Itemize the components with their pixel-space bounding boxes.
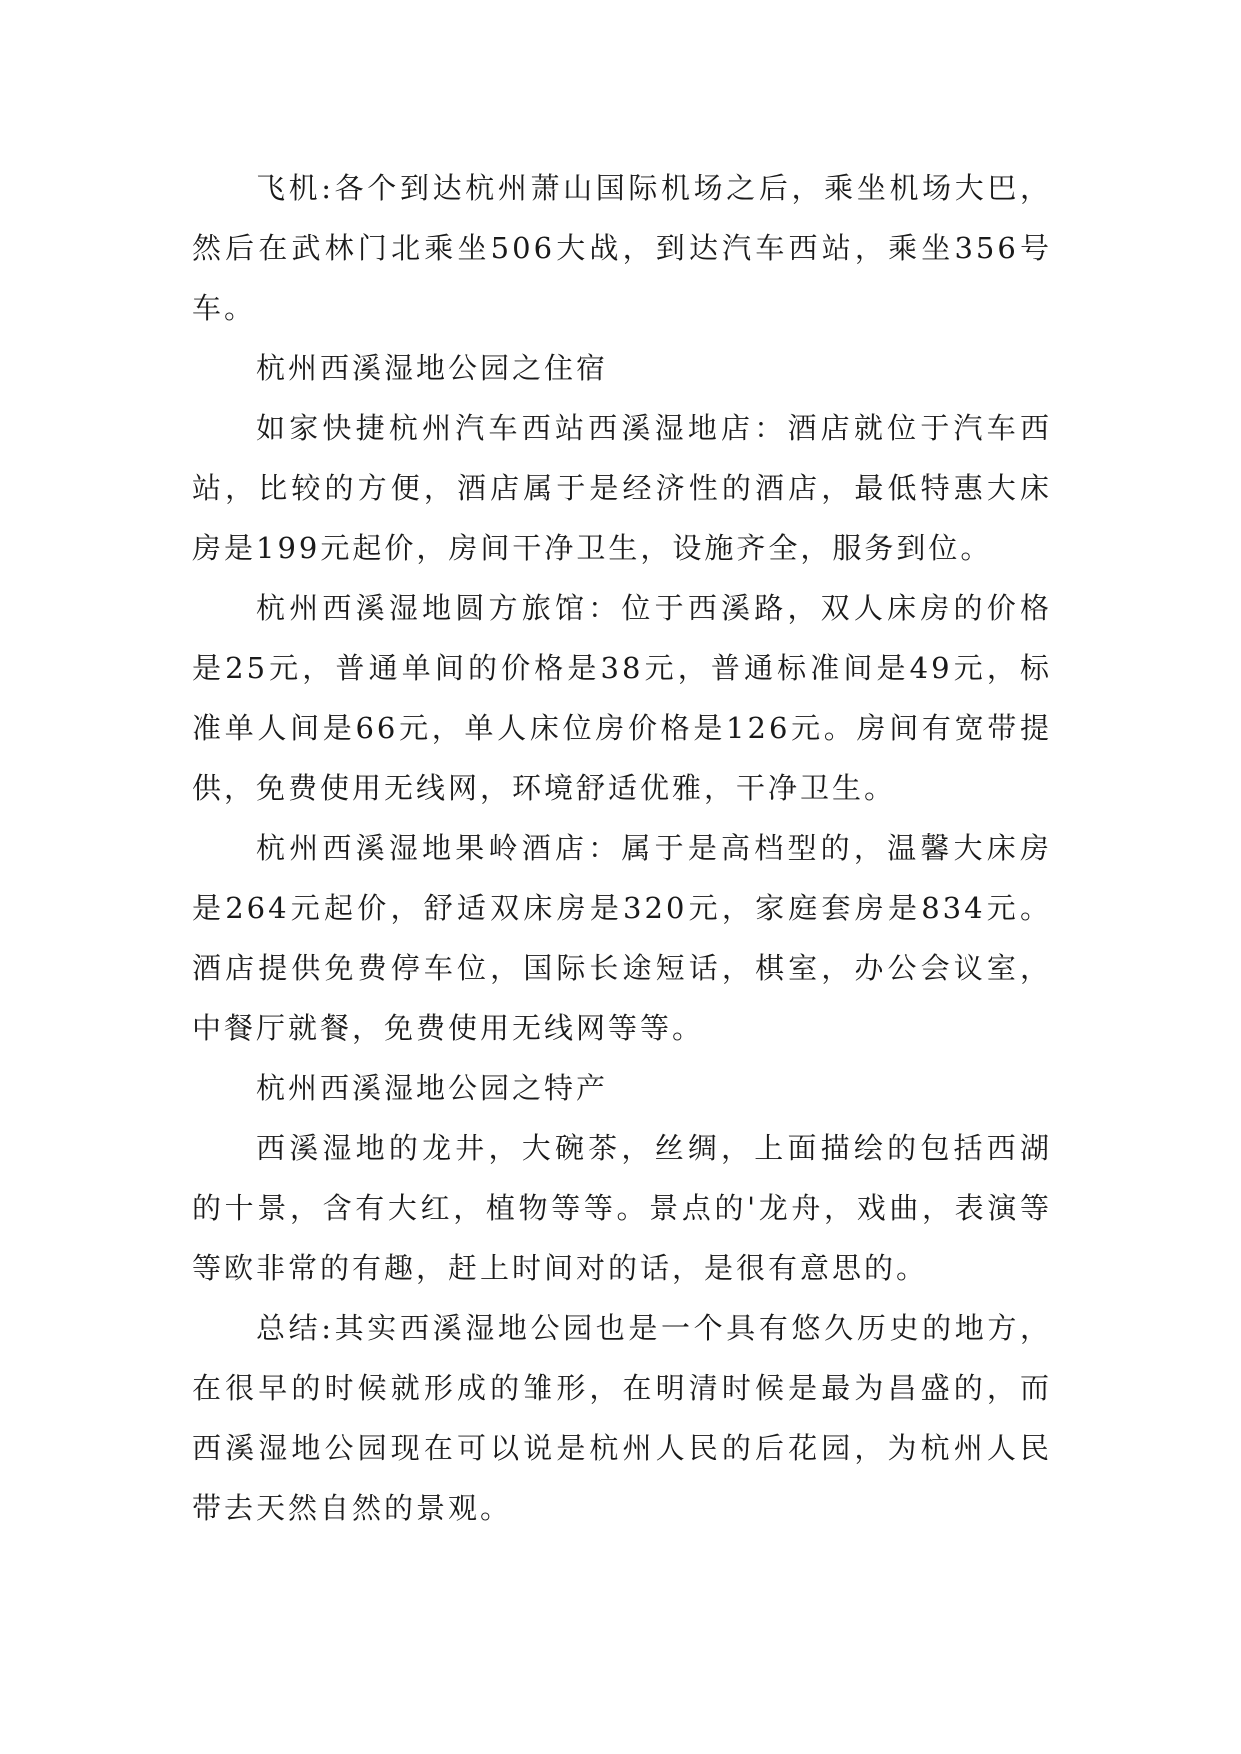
paragraph-specialties: 西溪湿地的龙井，大碗茶，丝绸，上面描绘的包括西湖的十景，含有大红，植物等等。景点的'龙舟，戏曲，表演等等欧非常的有趣，赶上时间对的话，是很有意思的。	[192, 1131, 1052, 1285]
document-body	[192, 158, 1052, 1538]
paragraph-hotel-rujia: 如家快捷杭州汽车西站西溪湿地店：酒店就位于汽车西站，比较的方便，酒店属于是经济性的酒店，最低特惠大床房是199元起价，房间干净卫生，设施齐全，服务到位。	[192, 411, 1052, 565]
heading-accommodation: 杭州西溪湿地公园之住宿	[256, 351, 609, 385]
paragraph-hotel-yuanfang: 杭州西溪湿地圆方旅馆：位于西溪路，双人床房的价格是25元，普通单间的价格是38元，普通标准间是49元，标准单人间是66元，单人床位房价格是126元。房间有宽带提供，免费使用无线网，环境舒适优雅，干净卫生。	[192, 591, 1052, 805]
paragraph-transport-plane: 飞机:各个到达杭州萧山国际机场之后，乘坐机场大巴，然后在武林门北乘坐506大战，到达汽车西站，乘坐356号车。	[192, 171, 1052, 325]
paragraph-hotel-guoling: 杭州西溪湿地果岭酒店：属于是高档型的，温馨大床房是264元起价，舒适双床房是320元，家庭套房是834元。酒店提供免费停车位，国际长途短话，棋室，办公会议室，中餐厅就餐，免费使用无线网等等。	[192, 831, 1052, 1045]
heading-specialties: 杭州西溪湿地公园之特产	[256, 1071, 609, 1105]
paragraph-summary: 总结:其实西溪湿地公园也是一个具有悠久历史的地方，在很早的时候就形成的雏形，在明清时候是最为昌盛的，而西溪湿地公园现在可以说是杭州人民的后花园，为杭州人民带去天然自然的景观。	[192, 1311, 1052, 1525]
